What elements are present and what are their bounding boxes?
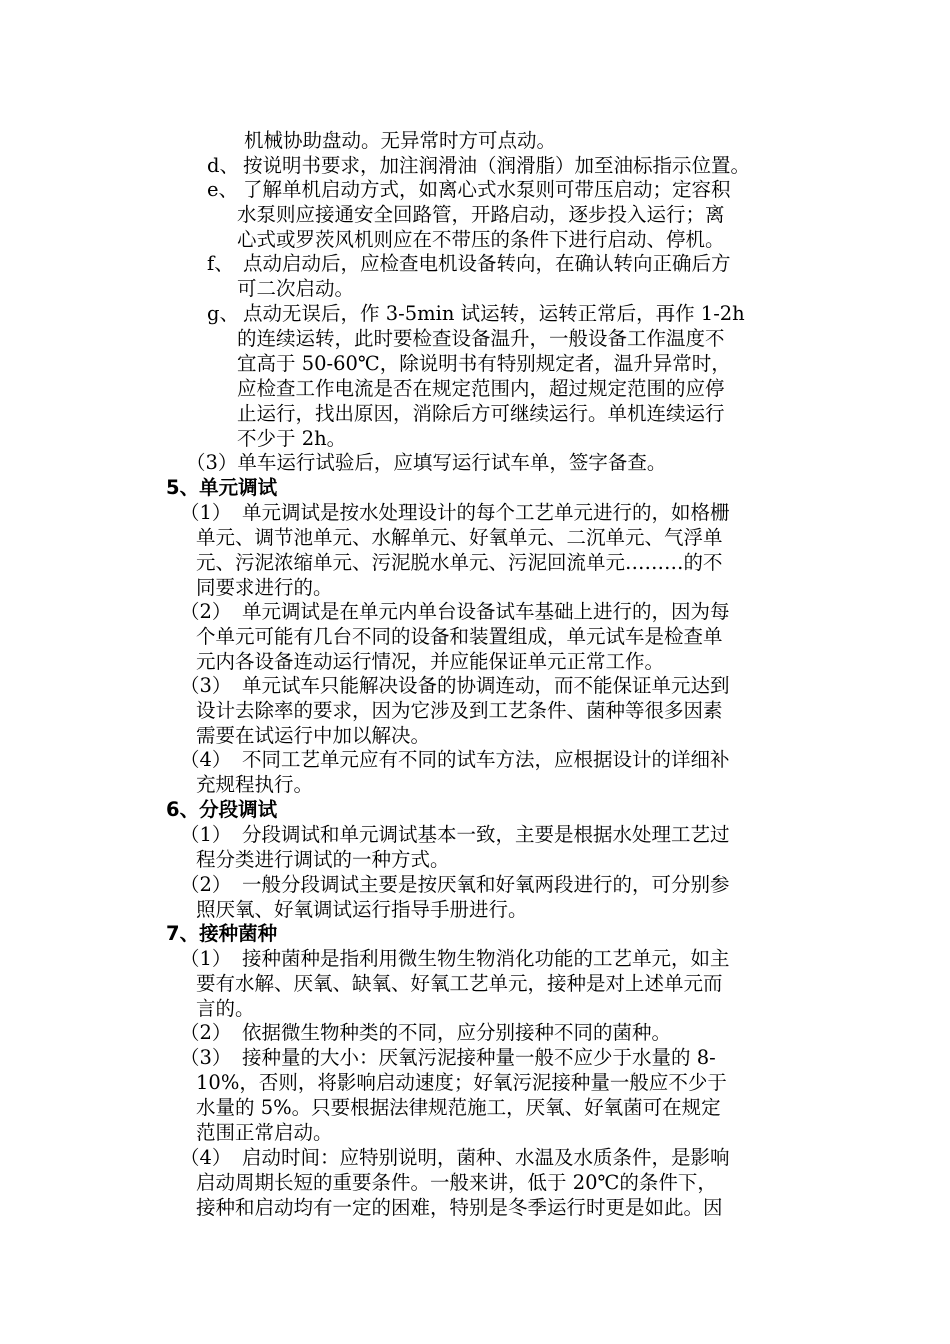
s5-item-1: [180, 500, 820, 600]
continuation-line: 机械协助盘动。无异常时方可点动。: [244, 129, 557, 152]
sub-item-line: 点动启动后，应检查电机设备转向，在确认转向正确后方: [243, 252, 731, 275]
item-line: 水量的 5%。只要根据法律规范施工，厌氧、好氧菌可在规定: [196, 1096, 721, 1119]
item-marker: （1）: [180, 501, 232, 524]
s5-item-4: [180, 747, 820, 797]
s7-item-3: [180, 1045, 820, 1145]
item-line: 充规程执行。: [196, 773, 314, 796]
s5-item-2: [180, 599, 820, 674]
s6-item-2: [180, 872, 820, 922]
item-line: 启动时间：应特别说明，菌种、水温及水质条件，是影响: [242, 1146, 730, 1169]
item-marker: （1）: [180, 823, 232, 846]
sub-item-marker: e、: [207, 178, 239, 201]
item-marker: （3）: [186, 451, 238, 474]
s5-item-3: [180, 673, 820, 748]
item-line: 范围正常启动。: [196, 1121, 333, 1144]
item-text: 单车运行试验后，应填写运行试车单，签字备查。: [237, 451, 667, 474]
sub-item-line: 了解单机启动方式，如离心式水泵则可带压启动；定容积: [243, 178, 731, 201]
item-3: [186, 450, 666, 475]
item-line: 单元调试是按水处理设计的每个工艺单元进行的，如格栅: [242, 501, 730, 524]
item-line: 10%，否则，将影响启动速度；好氧污泥接种量一般应不少于: [196, 1071, 727, 1094]
sub-item-marker: f、: [207, 252, 234, 275]
sub-item-line: 止运行，找出原因，消除后方可继续运行。单机连续运行: [237, 402, 725, 425]
section-heading-7: 7、接种菌种: [166, 922, 278, 945]
item-line: 启动周期长短的重要条件。一般来讲，低于 20℃的条件下，: [196, 1171, 717, 1194]
sub-item-e: [207, 177, 827, 252]
s7-item-2: [180, 1020, 820, 1045]
item-line: 设计去除率的要求，因为它涉及到工艺条件、菌种等很多因素: [196, 699, 723, 722]
item-line: 需要在试运行中加以解决。: [196, 724, 431, 747]
sub-item-line: 水泵则应接通安全回路管，开路启动，逐步投入运行；离: [237, 203, 725, 226]
sub-item-line: 不少于 2h。: [237, 427, 347, 450]
item-line: 接种量的大小：厌氧污泥接种量一般不应少于水量的 8-: [242, 1046, 716, 1069]
item-line: 程分类进行调试的一种方式。: [196, 848, 450, 871]
item-line: 单元调试是在单元内单台设备试车基础上进行的，因为每: [242, 600, 730, 623]
item-marker: （1）: [180, 947, 232, 970]
s7-item-1: [180, 946, 820, 1021]
sub-item-line: 应检查工作电流是否在规定范围内，超过规定范围的应停: [237, 377, 725, 400]
sub-item-line: 可二次启动。: [237, 277, 355, 300]
item-line: 照厌氧、好氧调试运行指导手册进行。: [196, 898, 528, 921]
section-heading-6: 6、分段调试: [166, 798, 278, 821]
item-line: 同要求进行的。: [196, 576, 333, 599]
sub-item-line: 的连续运转，此时要检查设备温升，一般设备工作温度不: [237, 327, 725, 350]
section-heading-5: 5、单元调试: [166, 476, 278, 499]
sub-item-line: 心式或罗茨风机则应在不带压的条件下进行启动、停机。: [237, 228, 725, 251]
item-line: 元、污泥浓缩单元、污泥脱水单元、污泥回流单元………的不: [196, 551, 723, 574]
sub-item-marker: d、: [207, 154, 239, 177]
item-line: 不同工艺单元应有不同的试车方法，应根据设计的详细补: [242, 748, 730, 771]
item-line: 依据微生物种类的不同，应分别接种不同的菌种。: [242, 1021, 672, 1044]
item-marker: （4）: [180, 1146, 232, 1169]
item-marker: （4）: [180, 748, 232, 771]
item-line: 单元试车只能解决设备的协调连动，而不能保证单元达到: [242, 674, 730, 697]
item-line: 一般分段调试主要是按厌氧和好氧两段进行的，可分别参: [242, 873, 730, 896]
item-line: 元内各设备连动运行情况，并应能保证单元正常工作。: [196, 650, 665, 673]
item-marker: （2）: [180, 1021, 232, 1044]
item-marker: （2）: [180, 600, 232, 623]
item-line: 个单元可能有几台不同的设备和装置组成，单元试车是检查单: [196, 625, 723, 648]
item-line: 接种菌种是指利用微生物生物消化功能的工艺单元，如主: [242, 947, 730, 970]
item-marker: （2）: [180, 873, 232, 896]
item-line: 要有水解、厌氧、缺氧、好氧工艺单元，接种是对上述单元而: [196, 972, 723, 995]
s6-item-1: [180, 822, 820, 872]
sub-item-d: [207, 153, 827, 178]
sub-item-line: 宜高于 50-60℃，除说明书有特别规定者，温升异常时，: [237, 352, 731, 375]
item-line: 言的。: [196, 997, 255, 1020]
sub-item-g: [207, 301, 827, 451]
item-line: 单元、调节池单元、水解单元、好氧单元、二沉单元、气浮单: [196, 526, 723, 549]
item-line: 分段调试和单元调试基本一致，主要是根据水处理工艺过: [242, 823, 730, 846]
sub-item-marker: g、: [207, 302, 239, 325]
item-marker: （3）: [180, 674, 232, 697]
item-marker: （3）: [180, 1046, 232, 1069]
item-line: 接种和启动均有一定的困难，特别是冬季运行时更是如此。因: [196, 1196, 723, 1219]
sub-item-line: 按说明书要求，加注润滑油（润滑脂）加至油标指示位置。: [243, 154, 751, 177]
s7-item-4: [180, 1145, 820, 1220]
sub-item-f: [207, 251, 827, 301]
sub-item-line: 点动无误后，作 3-5min 试运转，运转正常后，再作 1-2h: [243, 302, 745, 325]
